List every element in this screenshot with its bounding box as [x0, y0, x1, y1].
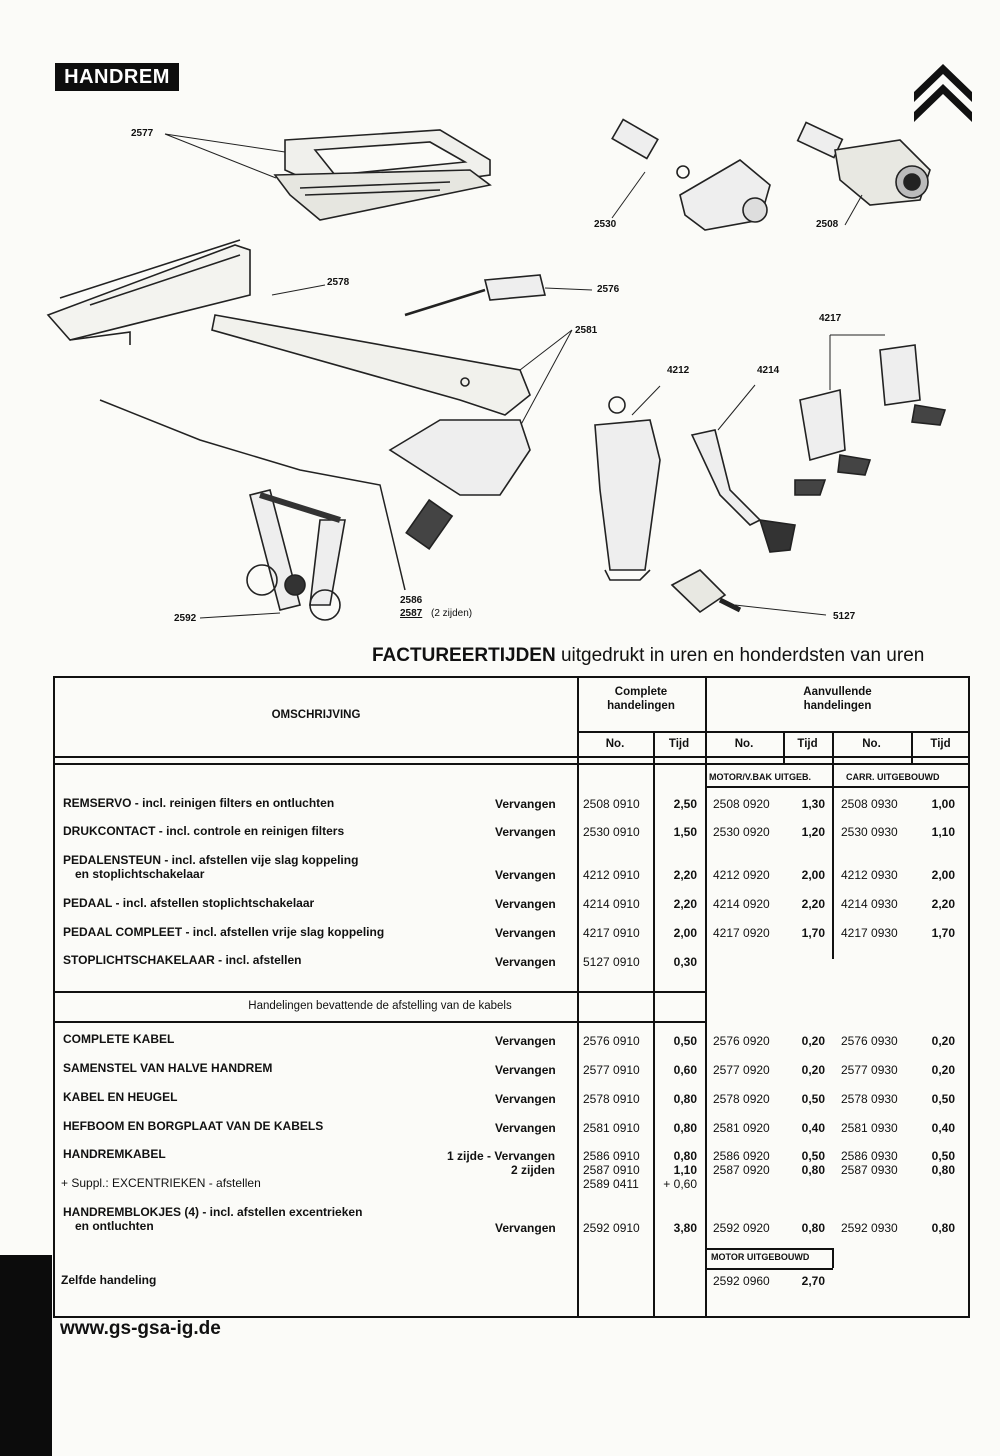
row-samenstel-t2: 0,20: [801, 1063, 825, 1077]
row-pedaal-action: Vervangen: [495, 897, 556, 911]
row-samenstel-no1: 2577 0910: [583, 1063, 640, 1077]
row-handremkabel-t3a: 0,50: [931, 1149, 955, 1163]
row-stoplicht-no1: 5127 0910: [583, 955, 640, 969]
row-stoplicht-t1: 0,30: [673, 955, 697, 969]
row-drukcontact-action: Vervangen: [495, 825, 556, 839]
row-complete-kabel-t1: 0,50: [673, 1034, 697, 1048]
section-title: HANDREM: [55, 63, 179, 91]
parts-diagram: [0, 100, 1000, 640]
row-handremkabel-t1a: 0,80: [673, 1149, 697, 1163]
callout-2-zijden: (2 zijden): [431, 608, 473, 619]
row-handremkabel-action1: 1 zijde - Vervangen: [447, 1149, 556, 1163]
row-pedalensteun-t1: 2,20: [673, 868, 697, 882]
row-hefboom-t3: 0,40: [931, 1121, 955, 1135]
row-remservo-t1: 2,50: [673, 797, 697, 811]
row-complete-kabel-no3: 2576 0930: [841, 1034, 898, 1048]
col-header-description: OMSCHRIJVING: [271, 709, 361, 721]
row-handremkabel-t2b: 0,80: [801, 1163, 825, 1177]
row-zelfde-t2: 2,70: [801, 1274, 825, 1288]
row-hefboom-no3: 2581 0930: [841, 1121, 898, 1135]
row-samenstel-no2: 2577 0920: [713, 1063, 770, 1077]
callout-2530: 2530: [594, 219, 617, 230]
row-hefboom-t2: 0,40: [801, 1121, 825, 1135]
row-drukcontact-t3: 1,10: [931, 825, 955, 839]
subheader-carr: CARR. UITGEBOUWD: [846, 772, 940, 782]
row-suppl-desc: + Suppl.: EXCENTRIEKEN - afstellen: [61, 1176, 261, 1190]
row-pedaal-no2: 4214 0920: [713, 897, 770, 911]
section-cables: Handelingen bevattende de afstelling van de kabels: [248, 1000, 512, 1012]
row-handremkabel-no2b: 2587 0920: [713, 1163, 770, 1177]
row-pedaal-compleet-no1: 4217 0910: [583, 926, 640, 940]
col-header-tijd-1: Tijd: [668, 738, 690, 750]
website-link[interactable]: www.gs-gsa-ig.de: [60, 1318, 221, 1339]
part-2581-lever: [212, 315, 530, 415]
row-complete-kabel-t2: 0,20: [801, 1034, 825, 1048]
row-hefboom-no2: 2581 0920: [713, 1121, 770, 1135]
col-header-no-2: No.: [734, 738, 754, 750]
row-pedaal-compleet-action: Vervangen: [495, 926, 556, 940]
row-complete-kabel-desc: COMPLETE KABEL: [63, 1032, 175, 1046]
row-handremkabel-action2: 2 zijden: [511, 1163, 556, 1177]
row-handremkabel-t3b: 0,80: [931, 1163, 955, 1177]
callout-4217: 4217: [819, 313, 842, 324]
row-drukcontact-t1: 1,50: [673, 825, 697, 839]
part-2530-pressure-contact: [612, 119, 770, 230]
row-pedaal-compleet-t3: 1,70: [931, 926, 955, 940]
callout-5127: 5127: [833, 611, 856, 622]
row-pedaal-t1: 2,20: [673, 897, 697, 911]
billing-heading: [372, 645, 924, 667]
callout-2581: 2581: [575, 325, 598, 336]
row-blokjes-no1: 2592 0910: [583, 1221, 640, 1235]
callout-2577: 2577: [131, 128, 154, 139]
row-complete-kabel-no1: 2576 0910: [583, 1034, 640, 1048]
row-drukcontact-no1: 2530 0910: [583, 825, 640, 839]
row-blokjes-desc: HANDREMBLOKJES (4) - incl. afstellen excentrieken: [63, 1205, 363, 1219]
row-complete-kabel-action: Vervangen: [495, 1034, 556, 1048]
row-samenstel-desc: SAMENSTEL VAN HALVE HANDREM: [63, 1061, 273, 1075]
row-remservo-no3: 2508 0930: [841, 797, 898, 811]
row-blokjes-no2: 2592 0920: [713, 1221, 770, 1235]
row-handremkabel-no1c: 2589 0411: [583, 1177, 639, 1191]
part-4217-pedal-complete: [795, 345, 945, 495]
row-blokjes-t2: 0,80: [801, 1221, 825, 1235]
row-pedalensteun-no1: 4212 0910: [583, 868, 640, 882]
row-stoplicht-desc: STOPLICHTSCHAKELAAR - incl. afstellen: [63, 953, 302, 967]
row-samenstel-action: Vervangen: [495, 1063, 556, 1077]
row-hefboom-desc: HEFBOOM EN BORGPLAAT VAN DE KABELS: [63, 1119, 324, 1133]
row-blokjes-action: Vervangen: [495, 1221, 556, 1235]
row-pedaal-no3: 4214 0930: [841, 897, 898, 911]
row-hefboom-no1: 2581 0910: [583, 1121, 640, 1135]
part-4214-pedal: [692, 430, 795, 552]
row-pedaal-compleet-t1: 2,00: [673, 926, 697, 940]
row-zelfde-desc: Zelfde handeling: [61, 1273, 157, 1287]
billing-heading-bold: FACTUREERTIJDEN: [372, 645, 556, 666]
row-pedalensteun-t2: 2,00: [801, 868, 825, 882]
row-handremkabel-no1b: 2587 0910: [583, 1163, 640, 1177]
col-header-extra-1: Aanvullende: [803, 686, 872, 698]
row-kabel-heugel-no2: 2578 0920: [713, 1092, 770, 1106]
page-edge-bar: [0, 1255, 52, 1456]
row-blokjes-t1: 3,80: [673, 1221, 697, 1235]
row-kabel-heugel-no3: 2578 0930: [841, 1092, 898, 1106]
row-pedaal-compleet-desc: PEDAAL COMPLEET - incl. afstellen vrije slag koppeling: [63, 925, 385, 939]
row-drukcontact-no3: 2530 0930: [841, 825, 898, 839]
callout-2508: 2508: [816, 219, 839, 230]
row-pedaal-compleet-no3: 4217 0930: [841, 926, 898, 940]
col-header-complete-2: handelingen: [607, 700, 675, 712]
part-5127-stoplight-switch: [672, 570, 740, 612]
row-samenstel-t3: 0,20: [931, 1063, 955, 1077]
row-blokjes-desc2: en ontluchten: [75, 1219, 154, 1233]
subheader-motor: MOTOR/V.BAK UITGEB.: [709, 772, 812, 782]
row-handremkabel-t1b: 1,10: [673, 1163, 697, 1177]
row-pedalensteun-t3: 2,00: [931, 868, 955, 882]
row-hefboom-action: Vervangen: [495, 1121, 556, 1135]
row-pedalensteun-desc2: en stoplichtschakelaar: [75, 867, 205, 881]
row-complete-kabel-no2: 2576 0920: [713, 1034, 770, 1048]
row-blokjes-no3: 2592 0930: [841, 1221, 898, 1235]
row-kabel-heugel-action: Vervangen: [495, 1092, 556, 1106]
callout-2587: 2587: [400, 608, 423, 619]
row-remservo-action: Vervangen: [495, 797, 556, 811]
callout-2586: 2586: [400, 595, 423, 606]
col-header-tijd-3: Tijd: [930, 738, 951, 750]
callout-2576: 2576: [597, 284, 620, 295]
row-pedaal-t2: 2,20: [801, 897, 825, 911]
row-samenstel-no3: 2577 0930: [841, 1063, 898, 1077]
row-handremkabel-no3a: 2586 0930: [841, 1149, 898, 1163]
row-remservo-desc: REMSERVO - incl. reinigen filters en ontluchten: [63, 796, 335, 810]
row-pedaal-t3: 2,20: [931, 897, 955, 911]
row-handremkabel-no1a: 2586 0910: [583, 1149, 640, 1163]
row-remservo-no1: 2508 0910: [583, 797, 640, 811]
row-complete-kabel-t3: 0,20: [931, 1034, 955, 1048]
row-handremkabel-desc: HANDREMKABEL: [63, 1147, 166, 1161]
row-pedaal-no1: 4214 0910: [583, 897, 640, 911]
row-remservo-no2: 2508 0920: [713, 797, 770, 811]
subheader-motor-uitgebouwd: MOTOR UITGEBOUWD: [711, 1252, 810, 1262]
row-drukcontact-no2: 2530 0920: [713, 825, 770, 839]
row-remservo-t2: 1,30: [801, 797, 825, 811]
col-header-no-3: No.: [862, 738, 881, 750]
row-drukcontact-t2: 1,20: [801, 825, 825, 839]
row-samenstel-t1: 0,60: [673, 1063, 697, 1077]
row-pedaal-desc: PEDAAL - incl. afstellen stoplichtschakelaar: [63, 896, 315, 910]
col-header-tijd-2: Tijd: [797, 738, 818, 750]
row-handremkabel-t2a: 0,50: [801, 1149, 825, 1163]
row-kabel-heugel-t1: 0,80: [673, 1092, 697, 1106]
row-kabel-heugel-desc: KABEL EN HEUGEL: [63, 1090, 178, 1104]
row-pedalensteun-no3: 4212 0930: [841, 868, 898, 882]
row-drukcontact-desc: DRUKCONTACT - incl. controle en reinigen filters: [63, 824, 345, 838]
part-2592-brake-pads: [247, 490, 345, 620]
billing-table: [53, 676, 970, 1318]
row-kabel-heugel-no1: 2578 0910: [583, 1092, 640, 1106]
callout-2578: 2578: [327, 277, 350, 288]
part-2577-handbrake-assembly: [275, 130, 490, 220]
part-2576-cable: [405, 275, 545, 315]
row-pedaal-compleet-no2: 4217 0920: [713, 926, 770, 940]
row-zelfde-no2: 2592 0960: [713, 1274, 770, 1288]
row-kabel-heugel-t3: 0,50: [931, 1092, 955, 1106]
row-handremkabel-t1c: + 0,60: [663, 1177, 697, 1191]
row-stoplicht-action: Vervangen: [495, 955, 556, 969]
row-pedalensteun-no2: 4212 0920: [713, 868, 770, 882]
row-hefboom-t1: 0,80: [673, 1121, 697, 1135]
callout-2592: 2592: [174, 613, 197, 624]
col-header-extra-2: handelingen: [803, 700, 872, 712]
row-pedaal-compleet-t2: 1,70: [801, 926, 825, 940]
part-2508-brake-servo: [798, 122, 930, 205]
row-pedalensteun-desc: PEDALENSTEUN - incl. afstellen vije slag koppeling: [63, 853, 359, 867]
part-4212-pedal-support: [595, 397, 660, 580]
row-handremkabel-no3b: 2587 0930: [841, 1163, 898, 1177]
billing-heading-rest: uitgedrukt in uren en honderdsten van uren: [560, 645, 925, 666]
col-header-no-1: No.: [605, 738, 625, 750]
row-remservo-t3: 1,00: [931, 797, 955, 811]
callout-4214: 4214: [757, 365, 780, 376]
row-kabel-heugel-t2: 0,50: [801, 1092, 825, 1106]
row-blokjes-t3: 0,80: [931, 1221, 955, 1235]
row-pedalensteun-action: Vervangen: [495, 868, 556, 882]
row-handremkabel-no2a: 2586 0920: [713, 1149, 770, 1163]
callout-4212: 4212: [667, 365, 690, 376]
col-header-complete-1: Complete: [614, 686, 668, 698]
